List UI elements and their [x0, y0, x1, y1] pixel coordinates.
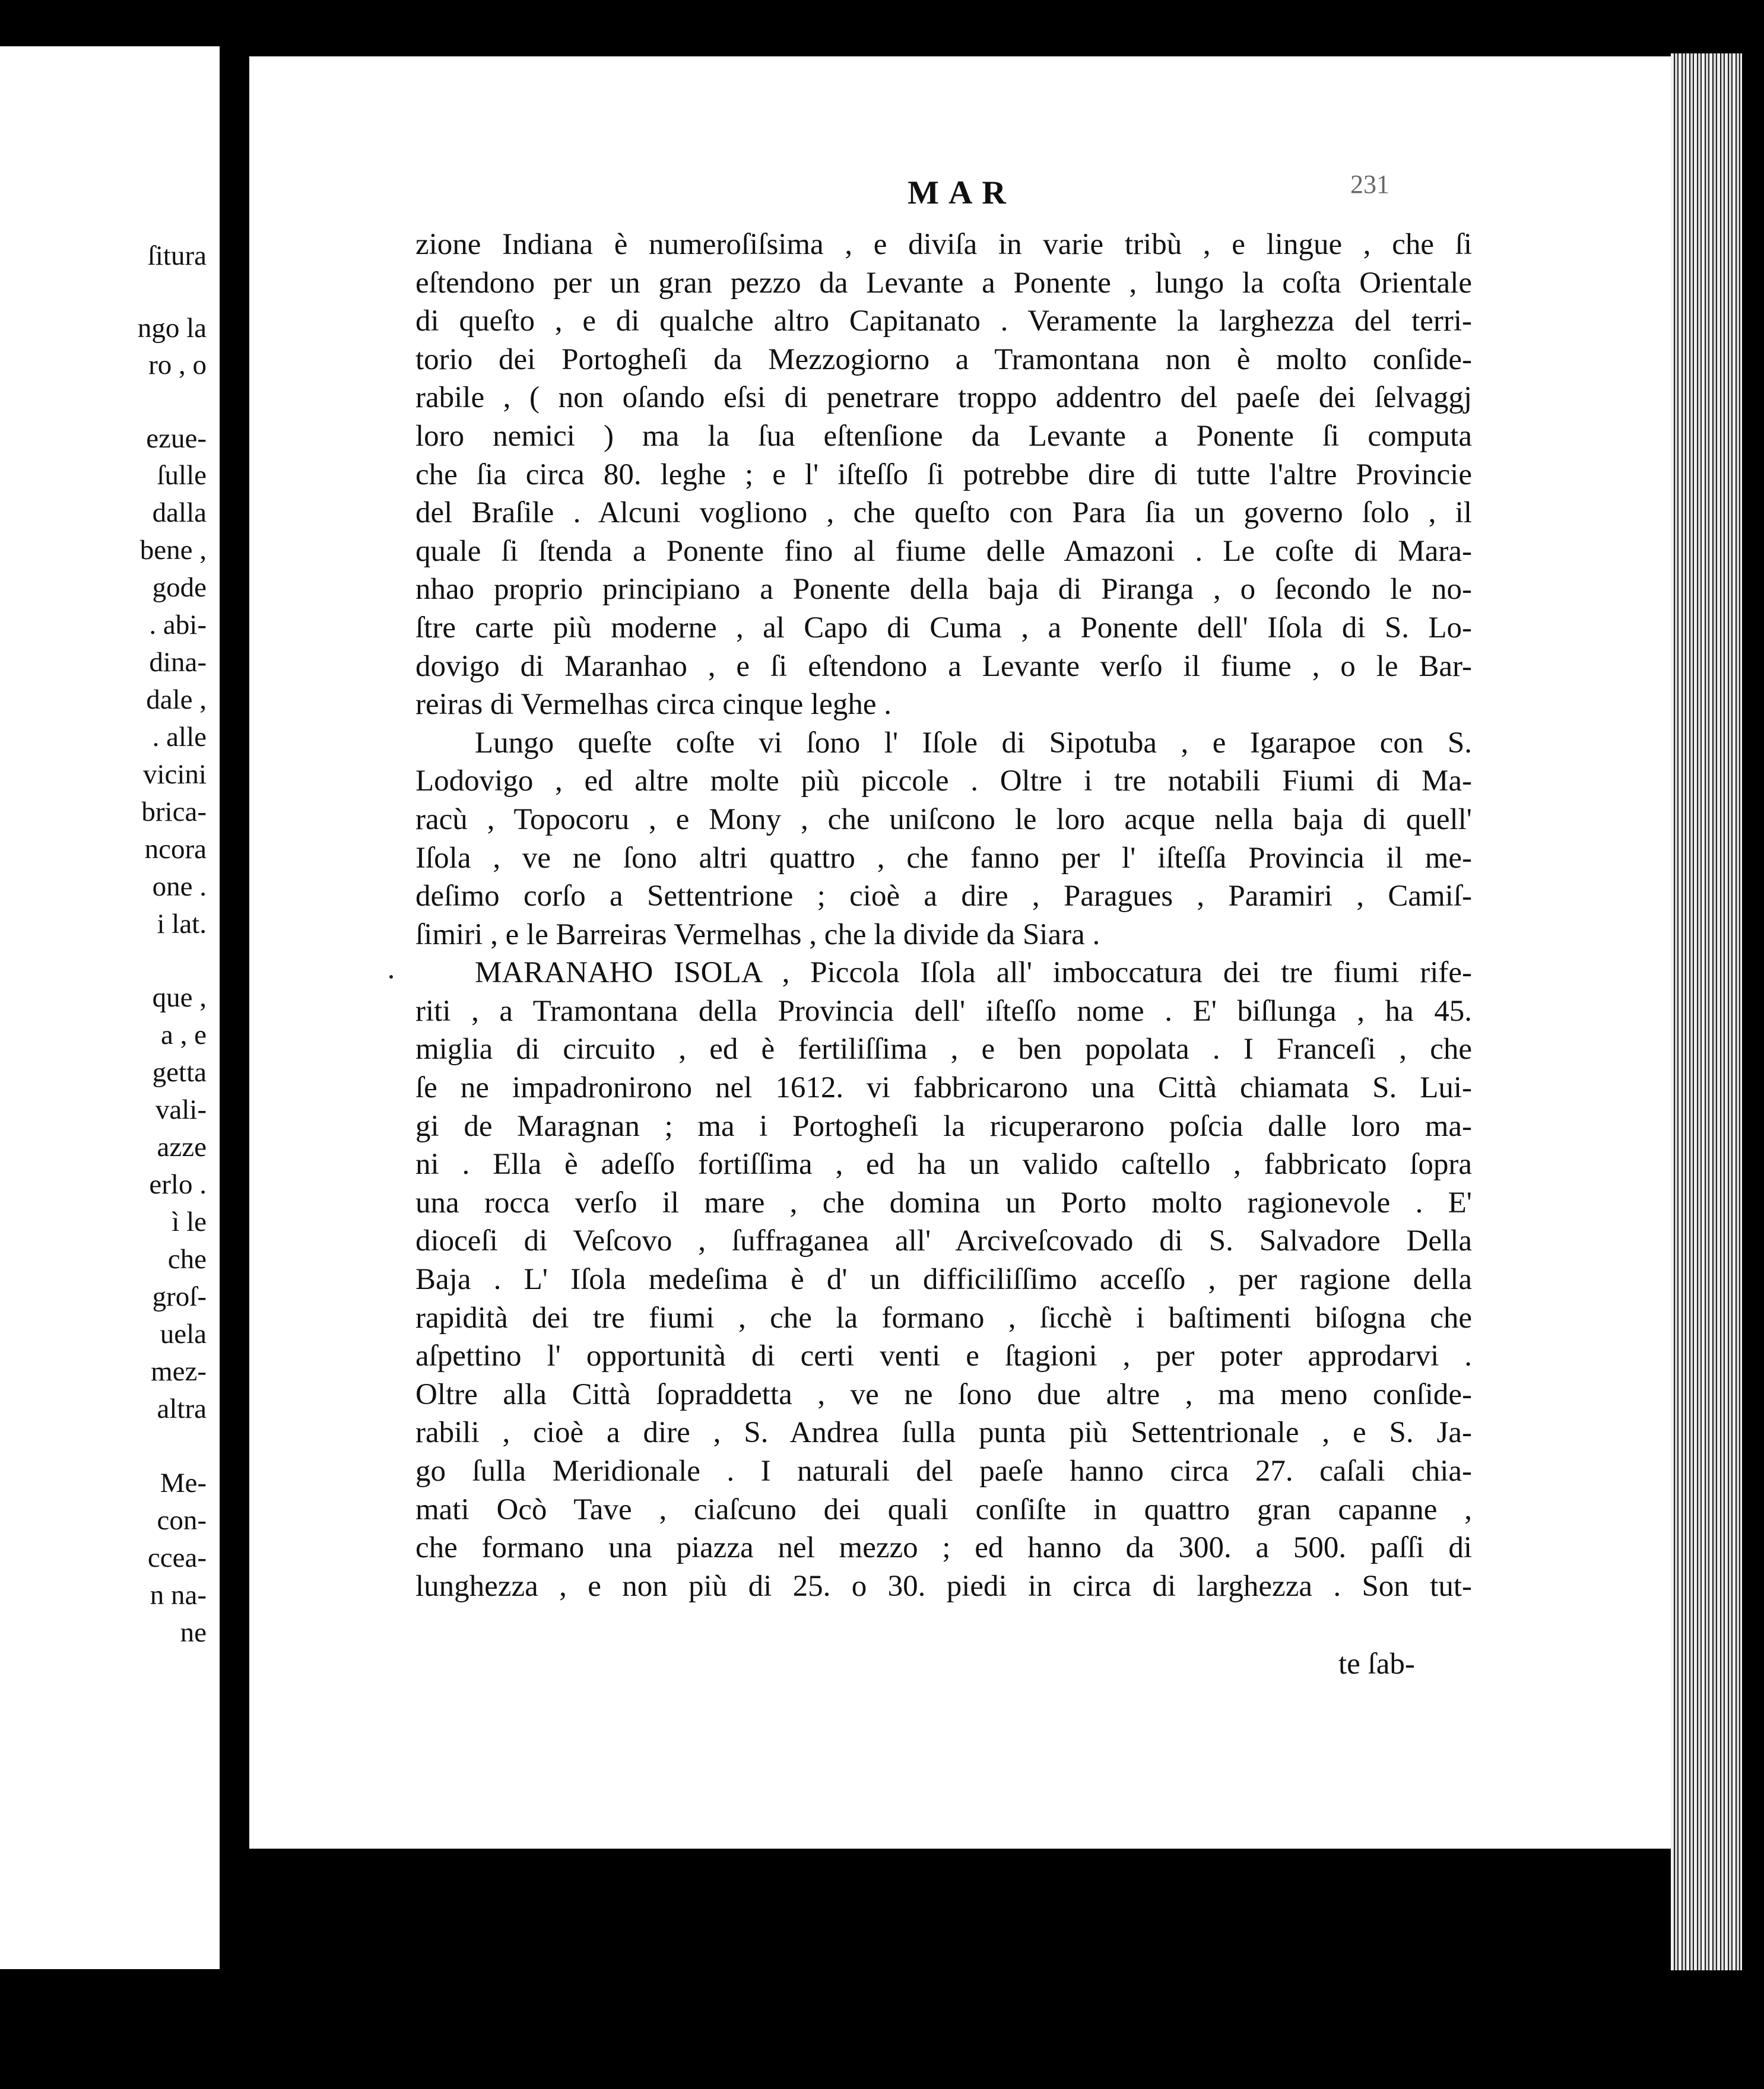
- text-line: che ſia circa 80. leghe ; e l' iſteſſo ſi potrebbe dire di tutte l'altre Provincie: [415, 458, 1472, 491]
- text-line: go ſulla Meridionale . I naturali del paeſe hanno circa 27. caſali chia-: [415, 1455, 1472, 1488]
- left-fragment: a , e: [161, 1020, 207, 1050]
- text-line: gi de Maragnan ; ma i Portogheſi la ricuperarono poſcia dalle loro ma-: [415, 1109, 1472, 1143]
- body-text: [415, 226, 1472, 1605]
- left-fragment: ezue-: [146, 423, 207, 454]
- text-line: eſtendono per un gran pezzo da Levante a Ponente , lungo la coſta Orientale: [415, 266, 1472, 300]
- left-fragment: erlo .: [149, 1169, 207, 1200]
- text-line: che formano una piazza nel mezzo ; ed hanno da 300. a 500. paſſi di: [415, 1531, 1472, 1565]
- left-fragment: che: [167, 1244, 207, 1275]
- text-line: ſimiri , e le Barreiras Vermelhas , che la divide da Siara .: [415, 917, 1100, 951]
- right-page: [249, 56, 1674, 1849]
- left-fragment: ne: [180, 1617, 207, 1648]
- text-line: lunghezza , e non più di 25. o 30. piedi in circa di larghezza . Son tut-: [415, 1569, 1472, 1603]
- left-fragment: ſulle: [157, 460, 207, 491]
- text-line: MARANAHO ISOLA , Piccola Iſola all' imboccatura dei tre fiumi rife-: [475, 956, 1472, 990]
- text-line: di queſto , e di qualche altro Capitanato . Veramente la larghezza del terri-: [415, 304, 1472, 338]
- left-fragment: bene ,: [139, 535, 207, 566]
- left-fragment: que ,: [152, 982, 207, 1013]
- running-head: MAR: [908, 174, 1016, 211]
- left-fragment: ſitura: [147, 240, 207, 271]
- text-line: aſpettino l' opportunità di certi venti e ſtagioni , per poter approdarvi .: [415, 1339, 1472, 1373]
- left-fragment: dale ,: [146, 684, 207, 715]
- left-fragment: uela: [160, 1319, 207, 1350]
- left-fragment: dalla: [152, 497, 207, 528]
- text-line: del Braſile . Alcuni vogliono , che queſto con Para ſia un governo ſolo , il: [415, 496, 1472, 530]
- left-fragment: ì le: [172, 1207, 207, 1237]
- catchword: te ſab-: [1338, 1647, 1415, 1681]
- left-fragment: one .: [152, 871, 207, 902]
- text-line: ſtre carte più moderne , al Capo di Cuma , a Ponente dell' Iſola di S. Lo-: [415, 611, 1472, 645]
- text-line: zione Indiana è numeroſiſsima , e diviſa in varie tribù , e lingue , che ſi: [415, 228, 1472, 261]
- left-fragment: azze: [157, 1132, 207, 1163]
- text-line: torio dei Portogheſi da Mezzogiorno a Tramontana non è molto conſide-: [415, 342, 1472, 376]
- left-fragment: Me-: [160, 1468, 207, 1499]
- page-number: 231: [1350, 170, 1389, 199]
- left-fragment: con-: [157, 1505, 207, 1536]
- text-line: racù , Topocoru , e Mony , che uniſcono le loro acque nella baja di quell': [415, 802, 1472, 836]
- left-fragment: getta: [152, 1057, 207, 1088]
- text-line: riti , a Tramontana della Provincia dell' iſteſſo nome . E' biſlunga , ha 45.: [415, 994, 1472, 1028]
- text-line: nhao proprio principiano a Ponente della baja di Piranga , o ſecondo le no-: [415, 573, 1472, 607]
- page-edges: [1671, 53, 1742, 1970]
- text-line: Oltre alla Città ſopraddetta , ve ne ſono due altre , ma meno conſide-: [415, 1377, 1472, 1411]
- text-line: mati Ocò Tave , ciaſcuno dei quali conſiſte in quattro gran capanne ,: [415, 1493, 1472, 1526]
- text-line: dioceſi di Veſcovo , ſuffraganea all' Arciveſcovado di S. Salvadore Della: [415, 1224, 1472, 1258]
- text-line: loro nemici ) ma la ſua eſtenſione da Levante a Ponente ſi computa: [415, 419, 1472, 453]
- left-fragment: mez-: [151, 1356, 207, 1387]
- left-page: [0, 46, 220, 1969]
- left-fragment: . alle: [152, 722, 207, 753]
- text-line: Lodovigo , ed altre molte più piccole . Oltre i tre notabili Fiumi di Ma-: [415, 764, 1472, 798]
- left-fragment: vali-: [155, 1094, 207, 1125]
- left-fragment: ccea-: [147, 1542, 207, 1573]
- left-fragment: ro , o: [148, 350, 207, 380]
- book-gutter: [220, 36, 252, 1994]
- left-fragment: i lat.: [157, 909, 207, 939]
- text-line: quale ſi ſtenda a Ponente fino al fiume delle Amazoni . Le coſte di Mara-: [415, 534, 1472, 568]
- left-fragment: gode: [152, 572, 207, 603]
- text-line: deſimo corſo a Settentrione ; cioè a dire , Paragues , Paramiri , Camiſ-: [415, 880, 1472, 913]
- left-fragment: dina-: [149, 647, 207, 678]
- left-fragment: ncora: [144, 834, 207, 865]
- text-line: reiras di Vermelhas circa cinque leghe .: [415, 688, 891, 722]
- left-fragment: groſ-: [152, 1281, 207, 1312]
- margin-dot: [389, 975, 393, 979]
- text-line: rabile , ( non oſando eſsi di penetrare troppo addentro del paeſe dei ſelvaggj: [415, 381, 1472, 415]
- text-line: ſe ne impadronirono nel 1612. vi fabbricarono una Città chiamata S. Lui-: [415, 1071, 1472, 1105]
- text-line: Lungo queſte coſte vi ſono l' Iſole di Sipotuba , e Igarapoe con S.: [475, 726, 1472, 760]
- text-line: rapidità dei tre fiumi , che la formano , ſicchè i baſtimenti biſogna che: [415, 1301, 1472, 1335]
- text-line: una rocca verſo il mare , che domina un Porto molto ragionevole . E': [415, 1186, 1472, 1220]
- text-line: Baja . L' Iſola medeſima è d' un difficiliſſimo acceſſo , per ragione della: [415, 1263, 1472, 1297]
- text-line: rabili , cioè a dire , S. Andrea ſulla punta più Settentrionale , e S. Ja-: [415, 1416, 1472, 1450]
- left-fragment: vicini: [142, 759, 207, 790]
- text-line: dovigo di Maranhao , e ſi eſtendono a Levante verſo il fiume , o le Bar-: [415, 649, 1472, 683]
- text-line: Iſola , ve ne ſono altri quattro , che fanno per l' iſteſſa Provincia il me-: [415, 841, 1472, 875]
- left-fragment: altra: [157, 1393, 207, 1424]
- left-fragment: n na-: [150, 1580, 207, 1611]
- left-fragment: . abi-: [149, 609, 207, 640]
- text-line: ni . Ella è adeſſo fortiſſima , ed ha un valido caſtello , fabbricato ſopra: [415, 1148, 1472, 1182]
- text-line: miglia di circuito , ed è fertiliſſima , e ben popolata . I Franceſi , che: [415, 1033, 1472, 1066]
- left-fragment: brica-: [141, 796, 207, 827]
- left-fragment: ngo la: [137, 313, 207, 344]
